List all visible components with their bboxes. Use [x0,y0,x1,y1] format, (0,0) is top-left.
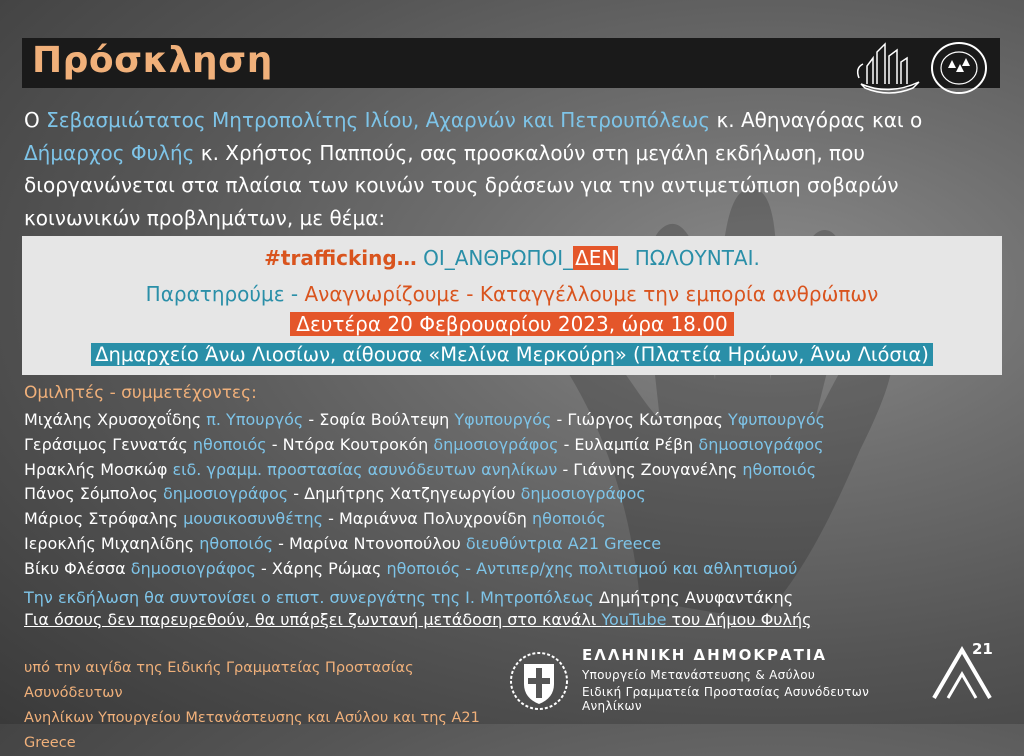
youtube-link[interactable]: YouTube [601,610,667,629]
speaker-name: - Δημήτρης Χατζηγεωργίου [288,484,521,504]
intro-text-3: κ. Χρήστος Παππούς, σας προσκαλούν στη μεγάλη εκδήλωση, που διοργανώνεται στα πλαίσια των κοινών τους δράσεων για την αντιμετώπιση σοβαρών κοινωνικών προβλημάτων, με θέμα: [24,140,899,230]
speaker-role: ηθοποιός - Αντιπερ/χης πολιτισμού και αθλητισμού [386,558,798,578]
speaker-role: δημοσιογράφος [130,558,256,578]
speakers-heading: Ομιλητές - συμμετέχοντες: [24,383,257,403]
auspices-text [24,656,494,756]
live-stream-line [24,610,812,629]
ministry-title: ΕΛΛΗΝΙΚΗ ΔΗΜΟΚΡΑΤΙΑ [582,646,828,664]
speaker-role: ηθοποιός [742,459,817,479]
ministry-name: Υπουργείο Μετανάστευσης & Ασύλου [582,668,816,682]
subtitle-recognize: Αναγνωρίζουμε - Καταγγέλλουμε [304,282,637,306]
speakers-list [24,410,1014,584]
speaker-name: Γεράσιμος Γεννατάς [24,434,193,454]
intro-paragraph [24,104,1004,234]
speaker-row [24,534,1014,559]
intro-text-2: κ. Αθηναγόρας και ο [710,108,923,132]
mayor-title: Δήμαρχος Φυλής [24,140,195,165]
speaker-row [24,559,1014,584]
page-title: Πρόσκληση [32,40,273,81]
event-banner [22,236,1002,375]
speaker-name: - Γιώργος Κώτσηρας [551,410,728,429]
speaker-name: - Μαρίνα Ντονοπούλου [273,533,466,553]
subtitle-observe: Παρατηρούμε - [145,282,305,306]
speaker-row [24,410,1014,435]
speaker-name: Πάνος Σόμπολος [24,484,164,504]
metropolitan-title: Σεβασμιώτατος Μητροπολίτης Ιλίου, Αχαρνών και Πετρουπόλεως [46,108,711,132]
speaker-name: - Μαριάννα Πολυχρονίδη [323,509,533,529]
coordinator-text: Την εκδήλωση θα συντονίσει ο επιστ. συνεργάτης της Ι. Μητροπόλεως [24,588,599,607]
speaker-name: Μιχάλης Χρυσοχοΐδης [24,410,207,429]
speaker-role: δημοσιογράφος [433,434,559,454]
live-stream-text-end: του Δήμου Φυλής [666,610,812,629]
event-venue-text: Δημαρχείο Άνω Λιοσίων, αίθουσα «Μελίνα Μερκούρη» (Πλατεία Ηρώων, Άνω Λιόσια) [91,343,933,366]
speaker-row [24,460,1014,485]
intro-text-1: Ο [24,108,47,132]
speaker-role: ηθοποιός [192,434,267,454]
municipality-seal-icon [928,40,990,96]
greek-emblem-icon [508,648,570,714]
speaker-role: δημοσιογράφος [163,484,289,504]
slogan-den: ΔΕΝ [575,246,617,270]
event-date-text: Δευτέρα 20 Φεβρουαρίου 2023, ώρα 18.00 [290,312,733,336]
event-subtitle [22,282,1002,306]
speaker-name: Βίκυ Φλέσσα [24,558,131,578]
event-date [22,312,1002,336]
hashtag: #trafficking… [264,246,417,270]
speaker-role: μουσικοσυνθέτης [183,509,323,529]
speaker-role: ηθοποιός [532,509,606,529]
speaker-role: διευθύντρια A21 Greece [465,533,662,553]
speaker-name: Ηρακλής Μοσκώφ [24,459,173,479]
speaker-row [24,435,1014,460]
speaker-name: Μάριος Στρόφαλης [24,509,184,529]
live-stream-text: Για όσους δεν παρευρεθούν, θα υπάρξει ζωντανή μετάδοση στο κανάλι [24,610,602,629]
ministry-block [582,646,922,713]
speaker-row [24,484,1014,509]
speaker-name: - Γιάννης Ζουγανέλης [557,459,743,479]
speaker-name: - Χάρης Ρώμας [255,558,387,578]
auspices-line-2: Ανηλίκων Υπουργείου Μετανάστευσης και Ασύλου και της A21 Greece [24,710,480,751]
subtitle-trafficking: την εμπορία ανθρώπων [636,282,879,306]
auspices-line-1: υπό την αιγίδα της Ειδικής Γραμματείας Προστασίας Ασυνόδευτων [24,660,414,701]
speaker-name: Ιεροκλής Μιχαηλίδης [24,533,200,553]
coordinator-name: Δημήτρης Ανυφαντάκης [599,588,794,607]
speaker-role: ειδ. γραμμ. προστασίας ασυνόδευτων ανηλίκων [172,459,558,479]
ship-logo-icon [853,38,925,98]
event-venue [22,342,1002,366]
speaker-role: π. Υπουργός [206,410,304,429]
speaker-role: Υφυπουργός [727,410,826,429]
speaker-name: - Ντόρα Κουτροκόη [266,434,434,454]
coordinator-line [24,588,793,607]
slogan-part-b: _ ΠΩΛΟΥΝΤΑΙ. [618,246,760,270]
speaker-role: δημοσιογράφος [520,484,646,504]
speaker-name: - Ευλαμπία Ρέβη [558,434,699,454]
speaker-role: Υφυπουργός [454,410,552,429]
speaker-row [24,509,1014,534]
secretariat-name: Ειδική Γραμματεία Προστασίας Ασυνόδευτων Ανηλίκων [582,685,870,713]
slogan-part-a: ΟΙ_ΑΝΘΡΩΠΟΙ_ [416,246,574,270]
a21-number: 21 [972,640,993,658]
speaker-role: ηθοποιός [199,533,273,553]
event-slogan [22,246,1002,270]
speaker-role: δημοσιογράφος [698,434,824,454]
speaker-name: - Σοφία Βούλτεψη [303,410,455,429]
